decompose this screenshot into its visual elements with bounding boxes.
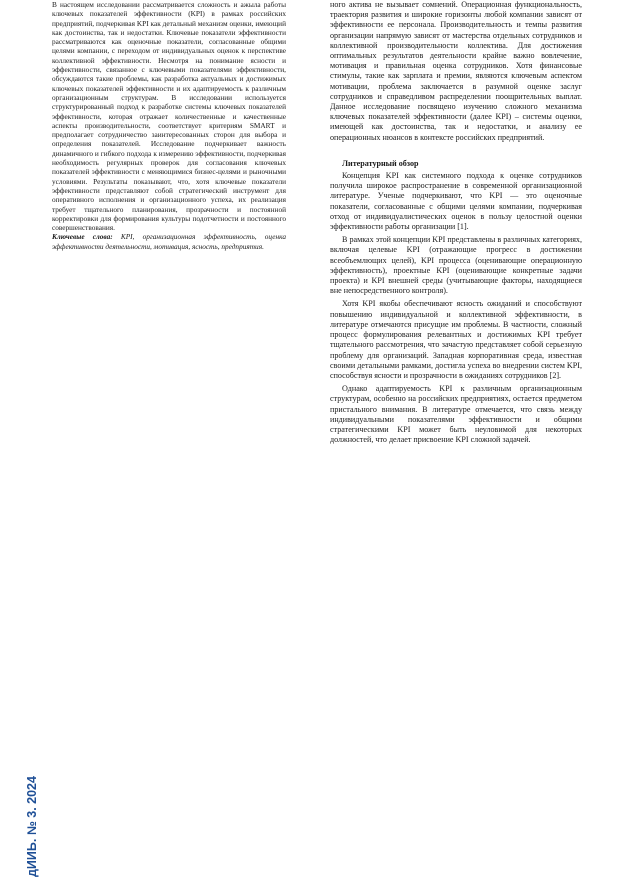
keywords-label: Ключевые слова: [52, 232, 113, 242]
lit-paragraph-1: Концепция KPI как системного подхода к оценке сотрудников получила широкое распространение в современной организационной литературе. Ученые подчеркивают, что KPI — это оценочные показатели, согласованные с общими целями компании, подчеркивая отход от индивидуалистических оценок в пользу целостной оценки эффективности работы организации [1]. [330, 171, 582, 232]
left-column [52, 0, 286, 251]
intro-paragraph: ного актива не вызывает сомнений. Операционная функциональность, траектория развития и широкие горизонты любой компании зависят от эффективности ее персонала. Производительность и темпы развития организации напрямую зависят от мастерства отдельных сотрудников и коллективной производительности коллектива. Для достижения оптимальных результатов деятельности крайне важно вовлечение, мотивация и правильная оценка сотрудников. Хотя финансовые стимулы, такие как зарплата и премии, являются ключевым аспектом мотивации, проблема заключается в разумной оценке заслуг сотрудников и справедливом распределении поощрительных выплат. Данное исследование посвящено изучению сложного механизма ключевых показателей эффективности (далее KPI) – системы оценки, имеющей как достоинства, так и недостатки, и анализу ее операционных нюансов в контексте российских предприятий. [330, 0, 582, 142]
right-column [330, 0, 582, 448]
keywords-text: KPI, организационная эффективность, оценка эффективности деятельности, мотивация, ясность, предприятия. [52, 232, 286, 251]
journal-side-label: дИИЬ. № 3. 2024 [25, 776, 39, 877]
journal-side-tab [0, 395, 42, 877]
lit-paragraph-3: Хотя KPI якобы обеспечивают ясность ожиданий и способствуют повышению индивидуальной и коллективной эффективности, в литературе отмечаются присущие им проблемы. В частности, сложный процесс формулирования релевантных и достижимых KPI требует тщательного рассмотрения, что зачастую представляет собой серьезную проблему для организаций. Западная корпоративная среда, известная своими детальными рамками, достигла успеха во внедрении систем KPI, способствуя ясности и прозрачности в ожиданиях сотрудников [2]. [330, 299, 582, 380]
lit-paragraph-4: Однако адаптируемость KPI к различным организационным структурам, особенно на российских предприятиях, остается предметом пристального внимания. В литературе отмечается, что связь между индивидуальными показателями эффективности и общими стратегическими KPI может быть неуловимой для некоторых должностей, что делает присвоение KPI сложной задачей. [330, 384, 582, 445]
keywords [52, 232, 286, 251]
lit-paragraph-2: В рамках этой концепции KPI представлены в различных категориях, включая целевые KPI (отражающие прогресс в достижении всеобъемлющих целей), KPI процесса (оценивающие операционную эффективность), проектные KPI (оценивающие конкретные задачи проекта) и KPI внешней среды (учитывающие факторы, находящиеся вне непосредственного контроля). [330, 235, 582, 296]
abstract-text: В настоящем исследовании рассматривается сложность и ажыла работы ключевых показателей эффективности (KPI) в рамках российских предприятий, подчеркивая KPI как детальный механизм оценки, имеющий как достоинства, так и недостатки. Ключевые показатели эффективности рассматриваются как оценочные показатели, согласованные общими целями компании, с переходом от индивидуальных оценок к перспективе коллективной эффективности. Несмотря на понимание ясности и эффективности, связанное с ключевыми показателями эффективности, обсуждаются такие проблемы, как разработка актуальных и достижимых ключевых показателей эффективности и их адаптируемость к различным организационным структурам. В исследовании используется структурированный подход к разработке системы ключевых показателей эффективности, которая отражает количественные и качественные аспекты производительности, соответствует критериям SMART и предполагает сотрудничество заинтересованных сторон для выбора и определения показателей. Исследование подчеркивает важность динамичного и гибкого подхода к измерению эффективности, подчеркивая необходимость регулярных проверок для согласования ключевых показателей эффективности с меняющимися бизнес-целями и рыночными условиями. Результаты показывают, что, хотя ключевые показатели эффективности представляют собой стратегический инструмент для оперативного исполнения и организационного успеха, их реализация требует тщательного планирования, прозрачности и постоянной корректировки для формирования культуры подотчетности и постоянного совершенствования. [52, 0, 286, 233]
section-heading: Литературный обзор [342, 158, 419, 168]
